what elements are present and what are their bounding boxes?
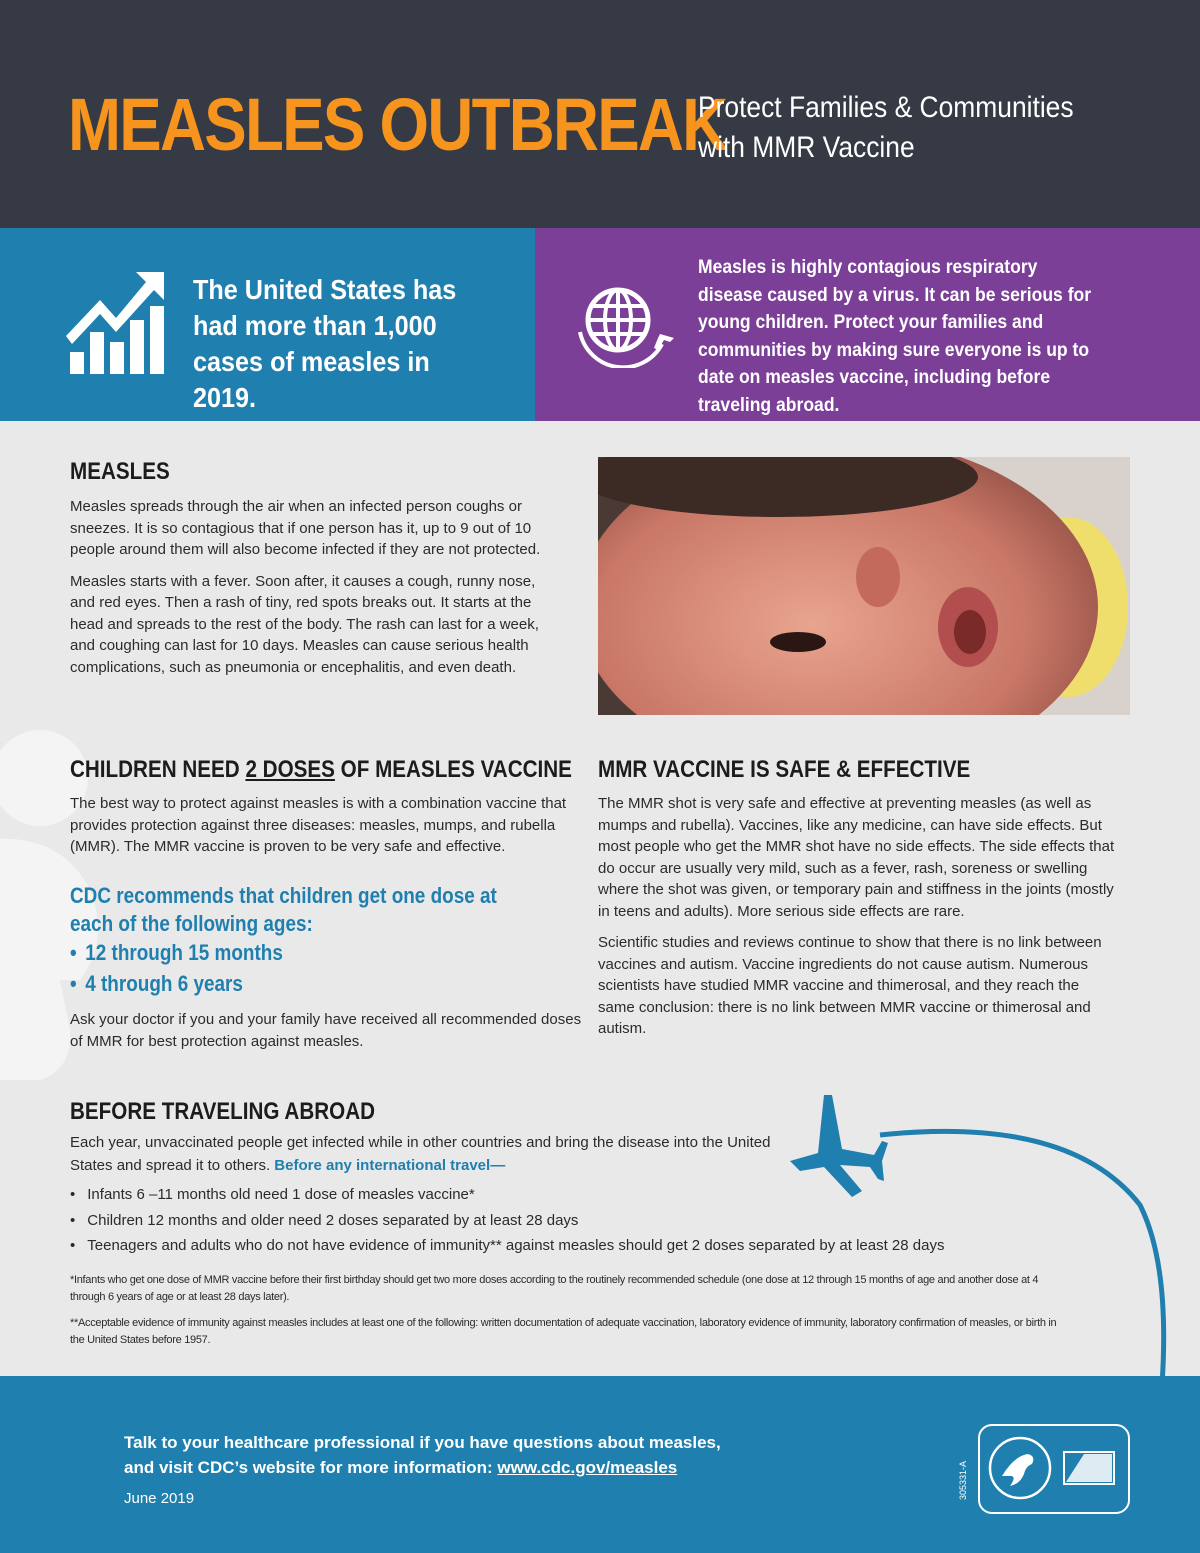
mmr-heading: MMR VACCINE IS SAFE & EFFECTIVE [598,756,971,783]
travel-heading: BEFORE TRAVELING ABROAD [70,1098,376,1125]
travel-intro [70,1131,780,1177]
children-heading-underline: 2 DOSES [245,756,335,783]
travel-item: • Teenagers and adults who do not have evidence of immunity** against measles should get 2 doses separated by at least 28 days [70,1237,944,1263]
subtitle-line-1: Protect Families & Communities [698,91,1074,124]
age-item: • 12 through 15 months [70,940,283,971]
footnote-1: *Infants who get one dose of MMR vaccine before their first birthday should get two more doses according to the routinely recommended schedule (one dose at 12 through 15 months of age and another dose at 4 through 6 years of age or at least 28 days later). [70,1274,1039,1303]
page-title: MEASLES OUTBREAK [68,83,727,166]
mmr-body [598,793,1118,1050]
hhs-eagle-logo [980,1426,1127,1511]
child-with-measles-photo [598,457,1130,715]
measles-heading: MEASLES [70,458,170,485]
children-heading-post: OF MEASLES VACCINE [334,756,572,783]
footer-line-2-text: and visit CDC’s website for more information: [124,1458,498,1477]
publication-date: June 2019 [124,1490,195,1507]
subtitle-line-2: with MMR Vaccine [698,131,915,164]
footer-text [124,1430,721,1480]
footer-line-2 [124,1455,721,1480]
age-item: • 4 through 6 years [70,971,283,1002]
globe-plane-icon [572,274,676,368]
age-list [70,940,283,1002]
travel-intro-text: Each year, unvaccinated people get infected while in other countries and bring the disease into the United States and spread it to others. [70,1134,771,1174]
measles-paragraph-2: Measles starts with a fever. Soon after, it causes a cough, runny nose, and red eyes. Then a rash of tiny, red spots breaks out. It starts at the head and spreads to the rest of the body. The rash can last for a week, and coughing can last for 10 days. Measles can cause serious health complications, such as pneumonia or encephalitis, and even death. [70,572,539,676]
travel-item: • Infants 6 –11 months old need 1 dose of measles vaccine* [70,1186,944,1212]
footer-line-1: Talk to your healthcare professional if you have questions about measles, [124,1433,721,1452]
cdc-measles-link[interactable]: www.cdc.gov/measles [497,1458,678,1477]
footnote-2: **Acceptable evidence of immunity against measles includes at least one of the following: written documentation of adequate vaccination, laboratory evidence of immunity, laboratory confirmation of measles, or birth in the United States before 1957. [70,1317,1057,1346]
travel-list [70,1186,944,1263]
about-text: Measles is highly contagious respiratory disease caused by a virus. It can be serious for young children. Protect your families and communities by making sure everyone is up to date on measles vaccine, including before traveling abroad. [698,256,1092,416]
cdc-recommendation: CDC recommends that children get one dose at each of the following ages: [70,883,497,936]
document-code: 305331-A [958,1460,968,1500]
measles-paragraph-1: Measles spreads through the air when an infected person coughs or sneezes. It is so contagious that if one person has it, up to 9 out of 10 people around them will also become infected if they are not protected. [70,498,541,558]
hhs-cdc-logo [978,1424,1130,1514]
stat-text: The United States has had more than 1,000 cases of measles in 2019. [193,274,457,413]
measles-body [70,496,550,688]
travel-link: Before any international travel— [274,1157,506,1174]
mmr-paragraph-2: Scientific studies and reviews continue to show that there is no link between vaccines and autism. Vaccine ingredients do not cause autism. Numerous scientists have studied MMR vaccine and thimerosal, and they reach the same conclusion: there is no link between MMR vaccine or thimerosal and autism. [598,934,1102,1037]
children-heading [70,756,572,784]
page-subtitle [698,88,1074,168]
children-paragraph-1: The best way to protect against measles is with a combination vaccine that provides protection against three diseases: measles, mumps, and rubella (MMR). The MMR vaccine is proven to be very safe and effective. [70,795,567,855]
mmr-paragraph-1: The MMR shot is very safe and effective at preventing measles (as well as mumps and rubella). Vaccines, like any medicine, can have side effects. But most people who get the MMR shot have no side effects. The side effects that do occur are usually very mild, such as a fever, rash, soreness or swelling where the shot was given, or temporary pain and stiffness in the joints (mostly in teens and adults). More serious side effects are rare. [598,795,1115,920]
travel-item: • Children 12 months and older need 2 doses separated by at least 28 days [70,1212,944,1238]
children-heading-pre: CHILDREN NEED [70,756,246,783]
trending-up-chart-icon [66,270,166,374]
children-paragraph-2: Ask your doctor if you and your family have received all recommended doses of MMR for best protection against measles. [70,1011,582,1050]
